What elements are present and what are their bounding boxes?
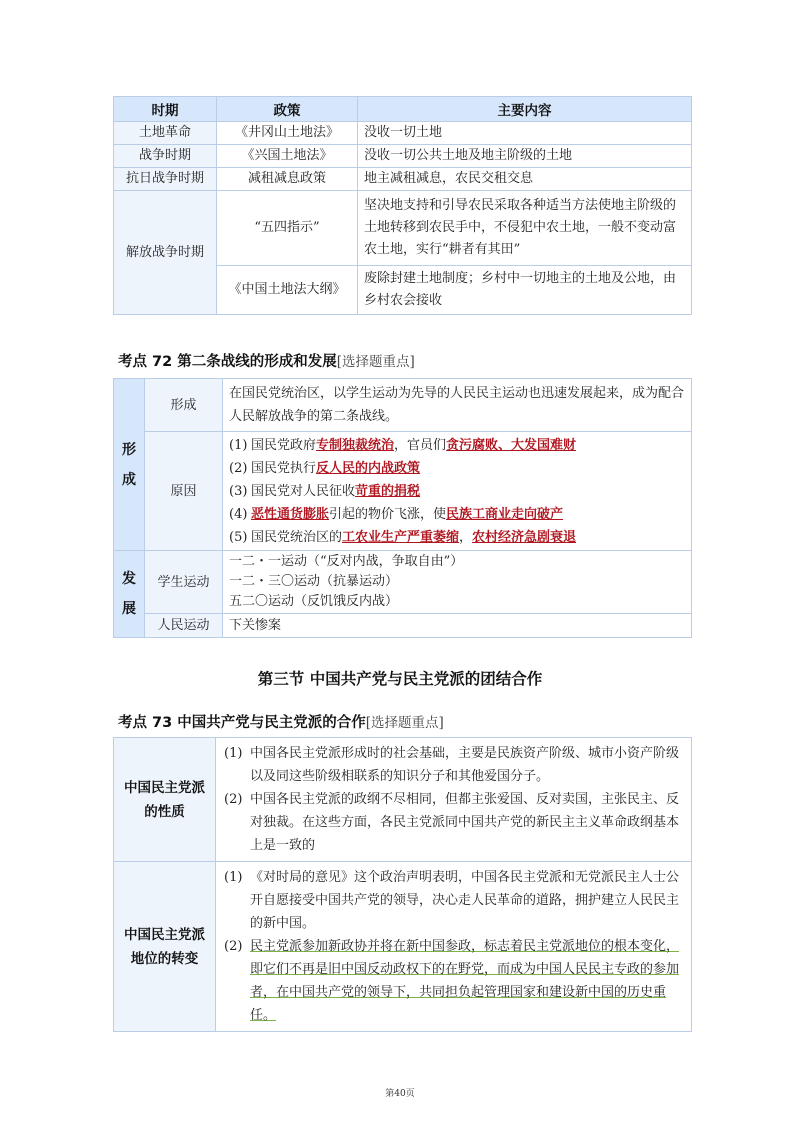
cause-list	[223, 432, 692, 551]
content-cell: 没收一切土地	[358, 122, 692, 145]
list-item: (1) 中国各民主党派形成时的社会基础，主要是民族资产阶级、城市小资产阶级以及同这些阶级相联系的知识分子和其他爱国分子。	[224, 746, 680, 784]
cause-label: 原因	[145, 432, 223, 551]
list-item: (1) 《对时局的意见》这个政治声明表明，中国各民主党派和无党派民主人士公开自愿接受中国共产党的领导，决心走人民革命的道路，拥护建立人民民主的新中国。	[224, 870, 680, 931]
policy-cell: 《井冈山土地法》	[217, 122, 358, 145]
policy-cell: 《中国土地法大纲》	[217, 266, 358, 315]
list-item: (2) 民主党派参加新政协并将在新中国参政，标志着民主党派地位的根本变化，即它们不再是旧中国反动政权下的在野党，而成为中国人民民主专政的参加者，在中国共产党的领导下，共同担负起管理国家和建设新中国的历史重任。	[224, 939, 680, 1023]
table-row	[114, 191, 692, 266]
formation-side-label: 形成	[114, 379, 145, 551]
nature-content	[216, 738, 692, 862]
header-policy: 政策	[217, 97, 358, 122]
formation-label: 形成	[145, 379, 223, 432]
kaodian72-heading	[118, 350, 415, 371]
cause-item: (4) 恶性通货膨胀引起的物价飞涨，使民族工商业走向破产	[229, 506, 564, 522]
policy-cell: 《兴国土地法》	[217, 145, 358, 168]
table-row	[114, 379, 692, 432]
status-change-content	[216, 862, 692, 1032]
period-cell: 土地革命	[114, 122, 217, 145]
kaodian73-title: 考点 73 中国共产党与民主党派的合作	[118, 715, 366, 731]
democratic-parties-table	[113, 737, 692, 1032]
cause-item: (5) 国民党统治区的工农业生产严重萎缩，农村经济急剧衰退	[229, 529, 577, 545]
list-item: 五二〇运动（反饥饿反内战）	[229, 594, 399, 609]
kaodian72-title: 考点 72 第二条战线的形成和发展	[118, 354, 337, 370]
content-cell: 坚决地支持和引导农民采取各种适当方法使地主阶级的土地转移到农民手中，不侵犯中农土地，一般不变动富农土地，实行“耕者有其田”	[358, 191, 692, 266]
table-row	[114, 738, 692, 862]
table-row	[114, 145, 692, 168]
policy-cell: “五四指示”	[217, 191, 358, 266]
page-number: 第40页	[385, 1089, 415, 1099]
development-side-label: 发展	[114, 551, 145, 638]
list-item: 一二・一运动（“反对内战，争取自由”）	[229, 554, 464, 569]
cause-item: (2) 国民党执行反人民的内战政策	[229, 460, 421, 476]
table-row	[114, 551, 692, 614]
header-content: 主要内容	[358, 97, 692, 122]
nature-label: 中国民主党派的性质	[114, 738, 216, 862]
formation-text: 在国民党统治区，以学生运动为先导的人民民主运动也迅速发展起来，成为配合人民解放战争的第二条战线。	[223, 379, 692, 432]
people-movement-text: 下关惨案	[223, 614, 692, 638]
policy-cell: 减租减息政策	[217, 168, 358, 191]
period-cell: 抗日战争时期	[114, 168, 217, 191]
list-item: (2) 中国各民主党派的政纲不尽相同，但都主张爱国、反对卖国，主张民主、反对独裁。在这些方面，各民主党派同中国共产党的新民主主义革命政纲基本上是一致的	[224, 792, 680, 853]
table-row	[114, 122, 692, 145]
student-movement-label: 学生运动	[145, 551, 223, 614]
people-movement-label: 人民运动	[145, 614, 223, 638]
kaodian73-tag: [选择题重点]	[365, 715, 444, 731]
cause-item: (1) 国民党政府专制独裁统治，官员们贪污腐败、大发国难财	[229, 437, 577, 453]
land-policy-table	[113, 96, 692, 315]
table-row	[114, 614, 692, 638]
table-row	[114, 432, 692, 551]
student-movement-list	[223, 551, 692, 614]
status-change-label: 中国民主党派地位的转变	[114, 862, 216, 1032]
kaodian73-heading	[118, 711, 444, 732]
period-cell: 解放战争时期	[114, 191, 217, 315]
header-period: 时期	[114, 97, 217, 122]
content-cell: 没收一切公共土地及地主阶级的土地	[358, 145, 692, 168]
content-cell: 废除封建土地制度；乡村中一切地主的土地及公地，由乡村农会接收	[358, 266, 692, 315]
second-front-table	[113, 378, 692, 638]
kaodian72-tag: [选择题重点]	[336, 354, 415, 370]
table-row	[114, 862, 692, 1032]
table-header-row	[114, 97, 692, 122]
period-cell: 战争时期	[114, 145, 217, 168]
cause-item: (3) 国民党对人民征收苛重的捐税	[229, 483, 421, 499]
content-cell: 地主减租减息，农民交租交息	[358, 168, 692, 191]
list-item: 一二・三〇运动（抗暴运动）	[229, 574, 399, 589]
section-title: 第三节 中国共产党与民主党派的团结合作	[257, 670, 543, 688]
table-row	[114, 168, 692, 191]
